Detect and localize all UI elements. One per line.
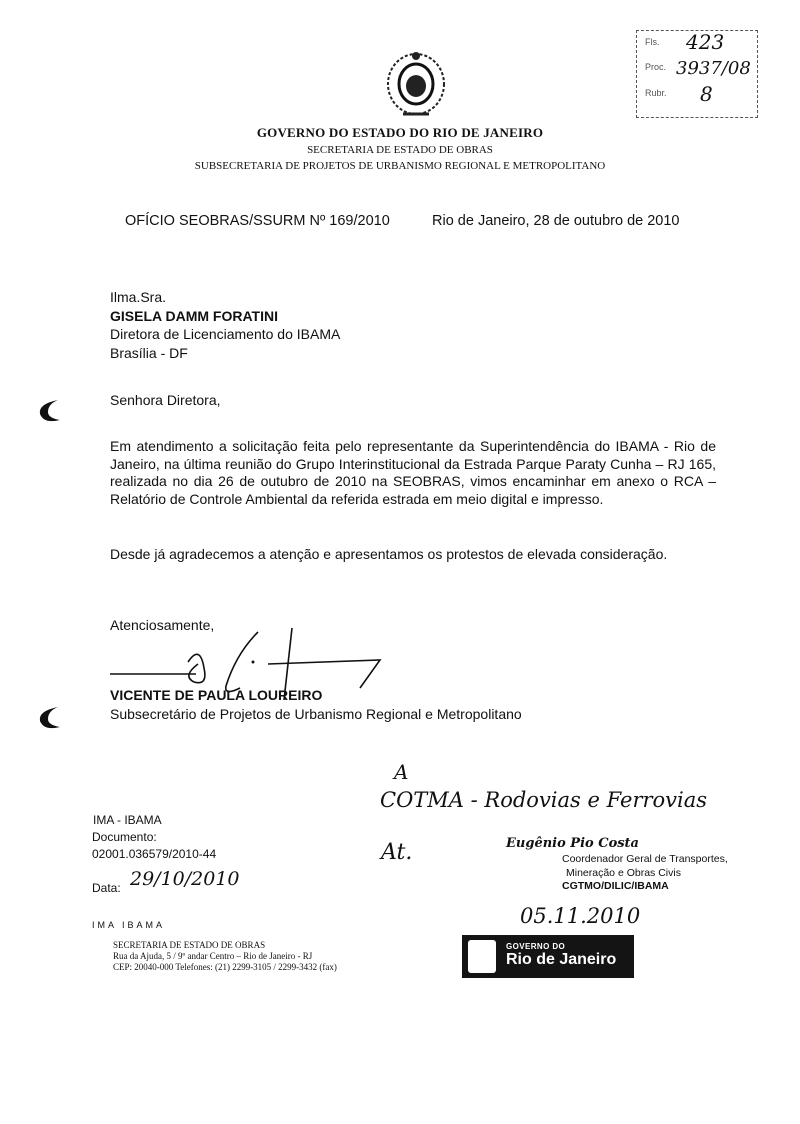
ibama-stamp-doc-number: 02001.036579/2010-44 xyxy=(92,847,217,861)
recipient-name: GISELA DAMM FORATINI xyxy=(110,307,278,324)
header-subsecretariat: SUBSECRETARIA DE PROJETOS DE URBANISMO REGIONAL E METROPOLITANO xyxy=(194,160,606,172)
recipient-role: Diretora de Licenciamento do IBAMA xyxy=(110,326,341,342)
brand-line-1: GOVERNO DO xyxy=(506,942,566,951)
body-paragraph-2: Desde já agradecemos a atenção e apresentamos os protestos de elevada consideração. xyxy=(110,546,668,562)
stamp-label-rubrica: Rubr. xyxy=(645,88,667,98)
header-government: GOVERNO DO ESTADO DO RIO DE JANEIRO xyxy=(256,125,544,140)
dispatch-signature-name: Eugênio Pio Costa xyxy=(506,836,639,851)
government-brand-logo xyxy=(462,935,634,978)
dispatch-mark: A xyxy=(394,760,409,784)
dispatch-date: 05.11.2010 xyxy=(520,904,641,928)
stamp-label-folhas: Fls. xyxy=(645,37,660,47)
dispatch-title-3: CGTMO/DILIC/IBAMA xyxy=(562,880,669,892)
dispatch-title-2: Mineração e Obras Civis xyxy=(566,867,681,879)
oficio-number: OFÍCIO SEOBRAS/SSURM Nº 169/2010 xyxy=(125,213,390,229)
signer-title: Subsecretário de Projetos de Urbanismo Regional e Metropolitano xyxy=(110,706,522,722)
brand-emblem-icon xyxy=(468,940,496,973)
coat-of-arms-emblem xyxy=(381,48,451,120)
stamp-label-processo: Proc. xyxy=(645,62,667,72)
footer-secretariat: SECRETARIA DE ESTADO DE OBRAS xyxy=(113,940,266,950)
recipient-title: Ilma.Sra. xyxy=(110,289,167,305)
letter-date: Rio de Janeiro, 28 de outubro de 2010 xyxy=(432,213,680,229)
ibama-stamp-doc-label: Documento: xyxy=(92,830,157,844)
closing: Atenciosamente, xyxy=(110,617,215,633)
stamp-process-number: 3937/08 xyxy=(676,58,751,79)
ibama-stamp-date-label: Data: xyxy=(92,881,121,895)
footer-phones: CEP: 20040-000 Telefones: (21) 2299-3105 / 2299-3432 (fax) xyxy=(113,962,337,972)
recipient-location: Brasília - DF xyxy=(110,344,188,361)
dispatch-title-1: Coordenador Geral de Transportes, xyxy=(562,853,728,865)
punch-hole-mark xyxy=(34,703,64,733)
dispatch-note: COTMA - Rodovias e Ferrovias xyxy=(380,788,708,812)
punch-hole-mark xyxy=(34,396,64,426)
dispatch-attention: At. xyxy=(381,840,413,865)
stamp-page-number: 423 xyxy=(686,30,725,54)
ibama-stamp-agency-bottom: IMA IBAMA xyxy=(92,920,166,930)
ibama-stamp-date-value: 29/10/2010 xyxy=(130,868,240,890)
stamp-initials: 8 xyxy=(700,82,713,106)
signer-name: VICENTE DE PAULA LOUREIRO xyxy=(110,687,323,703)
salutation: Senhora Diretora, xyxy=(110,392,221,408)
ibama-stamp-agency: IMA - IBAMA xyxy=(92,813,162,827)
header-secretariat: SECRETARIA DE ESTADO DE OBRAS xyxy=(307,144,493,156)
body-paragraph-1: Em atendimento a solicitação feita pelo representante da Superintendência do IBAMA - Rio de Janeiro, na última reunião do Grupo Interinstitucional da Estrada Parque Paraty Cunha – RJ 165, realizada no dia 26 de outubro de 2010 na SEOBRAS, vimos encaminhar em anexo o RCA – Relatório de Controle Ambiental da referida estrada em meio digital e impresso. xyxy=(110,438,716,507)
brand-line-2: Rio de Janeiro xyxy=(506,951,617,968)
footer-address: Rua da Ajuda, 5 / 9º andar Centro – Rio de Janeiro - RJ xyxy=(113,951,313,961)
recipient-block xyxy=(110,288,340,362)
